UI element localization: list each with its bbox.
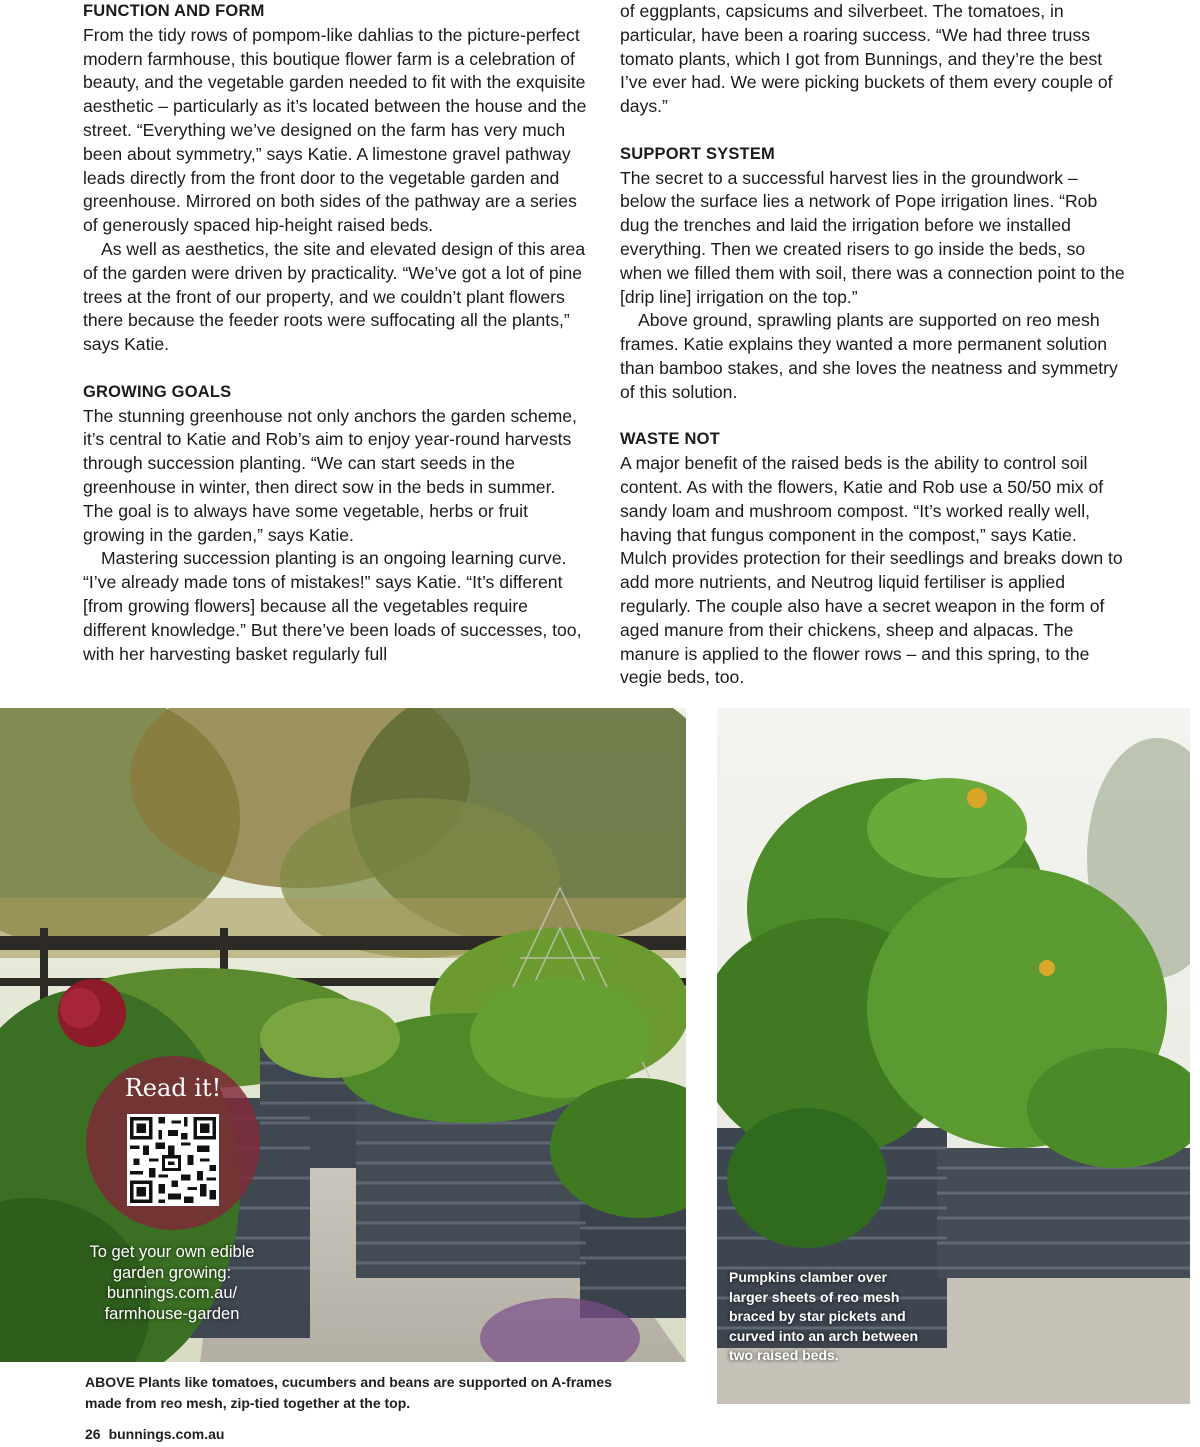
read-it-title: Read it! <box>124 1074 222 1102</box>
paragraph: From the tidy rows of pompom-like dahlias to the picture-perfect modern farmhouse, this boutique flower farm is a celebration of beauty, and the vegetable garden needed to fit with the exquisite aesthetic – particularly as it’s located between the house and the street. “Everything we’ve designed on the farm has very much been about symmetry,” says Katie. A limestone gravel pathway leads directly from the front door to the vegetable garden and greenhouse. Mirrored on both sides of the pathway are a series of generously spaced hip-height raised beds. <box>83 24 587 236</box>
read-it-badge <box>86 1056 260 1230</box>
footer-site[interactable]: bunnings.com.au <box>108 1426 225 1442</box>
right-photo-caption: Pumpkins clamber over larger sheets of reo mesh braced by star pickets and curved into an arch between two raised beds. <box>729 1269 919 1364</box>
promo-text <box>62 1242 282 1324</box>
promo-line: To get your own edible <box>89 1243 255 1261</box>
left-column <box>83 0 588 666</box>
promo-link[interactable]: bunnings.com.au/ <box>106 1284 238 1302</box>
paragraph: As well as aesthetics, the site and elevated design of this area of the garden were driven by practicality. “We’ve got a lot of pine trees at the front of our property, and we couldn’t plant flowers there because the feeder roots were suffocating all the plants,” says Katie. <box>83 238 586 355</box>
paragraph: The secret to a successful harvest lies in the groundwork – below the surface lies a network of Pope irrigation lines. “Rob dug the trenches and laid the irrigation before we installed everything. Then we created risers to go inside the beds, so when we filled them with soil, there was a connection point to the [drip line] irrigation on the top.” <box>620 167 1125 307</box>
promo-line: garden growing: <box>112 1263 232 1282</box>
paragraph-continuation: of eggplants, capsicums and silverbeet. The tomatoes, in particular, have been a roaring success. “We had three truss tomato plants, which I got from Bunnings, and they’re the best I’ve ever had. We were picking buckets of them every couple of days.” <box>620 1 1113 117</box>
qr-code-icon[interactable] <box>127 1114 219 1206</box>
paragraph: Above ground, sprawling plants are supported on reo mesh frames. Katie explains they wanted a more permanent solution than bamboo stakes, and she loves the neatness and symmetry of this solution. <box>620 310 1118 402</box>
paragraph: The stunning greenhouse not only anchors the garden scheme, it’s central to Katie and Rob’s aim to enjoy year-round harvests through succession planting. “We can start seeds in the greenhouse in winter, then direct sow in the beds in summer. The goal is to always have some vegetable, herbs or fruit growing in the garden,” says Katie. <box>83 405 577 545</box>
paragraph: Mastering succession planting is an ongoing learning curve. “I’ve already made tons of mistakes!” says Katie. “It’s different [from growing flowers] because all the vegetables require different knowledge.” But there’ve been loads of successes, too, with her harvesting basket regularly full <box>83 548 582 664</box>
paragraph: A major benefit of the raised beds is the ability to control soil content. As with the flowers, Katie and Rob use a 50/50 mix of sandy loam and mushroom compost. “It’s worked really well, having that fungus component in the compost,” says Katie. Mulch provides protection for their seedlings and breaks down to add more nutrients, and Neutrog liquid fertiliser is applied regularly. The couple also have a secret weapon in the form of aged manure from their chickens, sheep and alpacas. The manure is applied to the flower rows – and this spring, to the vegie beds, too. <box>620 453 1123 688</box>
left-photo-caption: ABOVE Plants like tomatoes, cucumbers and beans are supported on A-frames made from reo mesh, zip-tied together at the top. <box>85 1374 612 1411</box>
promo-link[interactable]: farmhouse-garden <box>104 1304 240 1323</box>
heading-support-system: SUPPORT SYSTEM <box>620 144 775 163</box>
page-footer <box>85 1426 224 1442</box>
heading-growing-goals: GROWING GOALS <box>83 382 232 401</box>
heading-function-and-form: FUNCTION AND FORM <box>83 2 265 20</box>
right-column <box>620 0 1125 690</box>
heading-waste-not: WASTE NOT <box>620 430 720 449</box>
page-number: 26 <box>85 1426 101 1442</box>
